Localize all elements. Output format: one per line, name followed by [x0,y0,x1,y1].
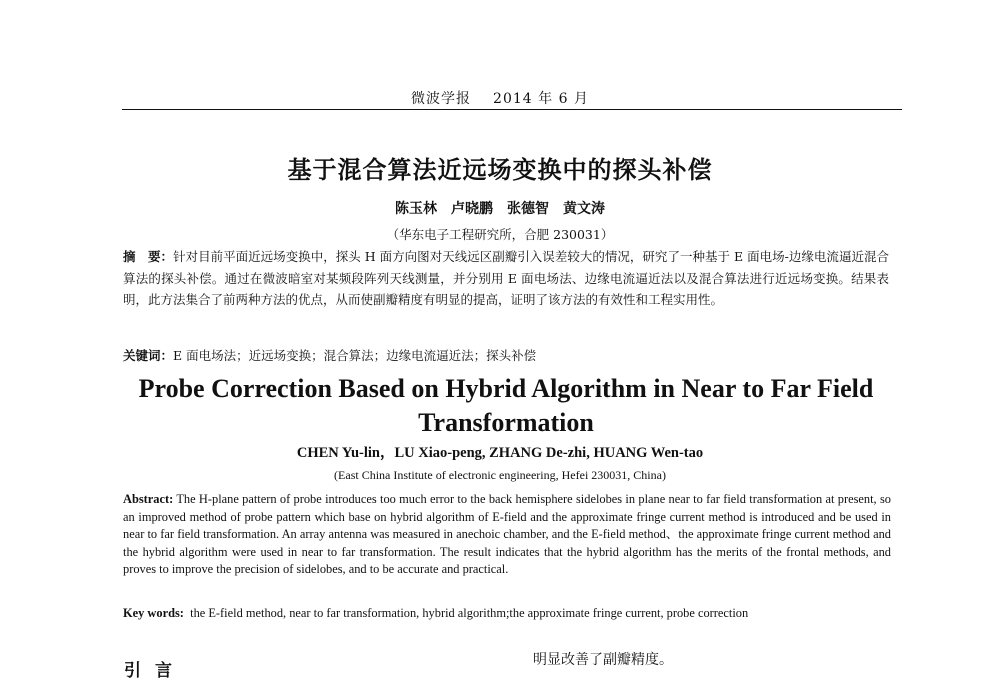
chinese-abstract-label: 摘 要： [123,249,174,264]
english-authors: CHEN Yu-lin，LU Xiao-peng, ZHANG De-zhi, HUANG Wen-tao [296,445,704,461]
english-keywords-text: the E-field method, near to far transformation, hybrid algorithm;the approximate fringe current, probe correction [190,606,749,620]
english-abstract [123,491,891,579]
english-abstract-label: Abstract: [123,492,174,506]
issue-date: 2014 年 6 月 [493,91,589,107]
right-column-text: 明显改善了副瓣精度。 [533,652,673,668]
chinese-title: 基于混合算法近远场变换中的探头补偿 [287,156,713,184]
chinese-keywords [123,346,889,366]
chinese-affiliation: （华东电子工程研究所，合肥 230031） [386,227,614,242]
chinese-keywords-label: 关键词： [123,348,174,363]
chinese-keywords-text: E 面电场法；近远场变换；混合算法；边缘电流逼近法；探头补偿 [173,348,537,363]
running-header [0,88,1000,108]
english-title: Probe Correction Based on Hybrid Algorithm in Near to Far Field Transformation [138,374,874,437]
english-affiliation: (East China Institute of electronic engineering, Hefei 230031, China) [334,468,666,482]
header-rule [122,109,902,110]
english-keywords [123,605,891,622]
chinese-abstract [123,246,889,311]
section-heading-introduction: 引言 [124,661,186,681]
english-abstract-text: The H-plane pattern of probe introduces too much error to the back hemisphere sidelobes in plane near to far field transformation at present, so an improved method of probe pattern which base on hybrid algorithm of E-field and the approximate fringe current method is introduced and be used in near to far field transformation. An array antenna was measured in anechoic chamber, and the E-field method、the approximate fringe current method and the hybrid algorithm were used in near to far transformation. The result indicates that the hybrid algorithm has the merits of the frontal methods, and proves to improve the precision of sidelobes, and to be accurate and practical. [123,492,892,577]
journal-name: 微波学报 [411,91,472,107]
chinese-abstract-text: 针对目前平面近远场变换中，探头 H 面方向图对天线远区副瓣引入误差较大的情况，研究了一种基于 E 面电场-边缘电流逼近混合算法的探头补偿。通过在微波暗室对某频段阵列天线测量，并分别用 E 面电场法、边缘电流逼近法以及混合算法进行近远场变换。结果表明，此方法集合了前两种方法的优点，从而使副瓣精度有明显的提高，证明了该方法的有效性和工程实用性。 [123,249,889,308]
english-keywords-label: Key words: [123,606,184,620]
chinese-authors: 陈玉林 卢晓鹏 张德智 黄文涛 [395,201,605,217]
